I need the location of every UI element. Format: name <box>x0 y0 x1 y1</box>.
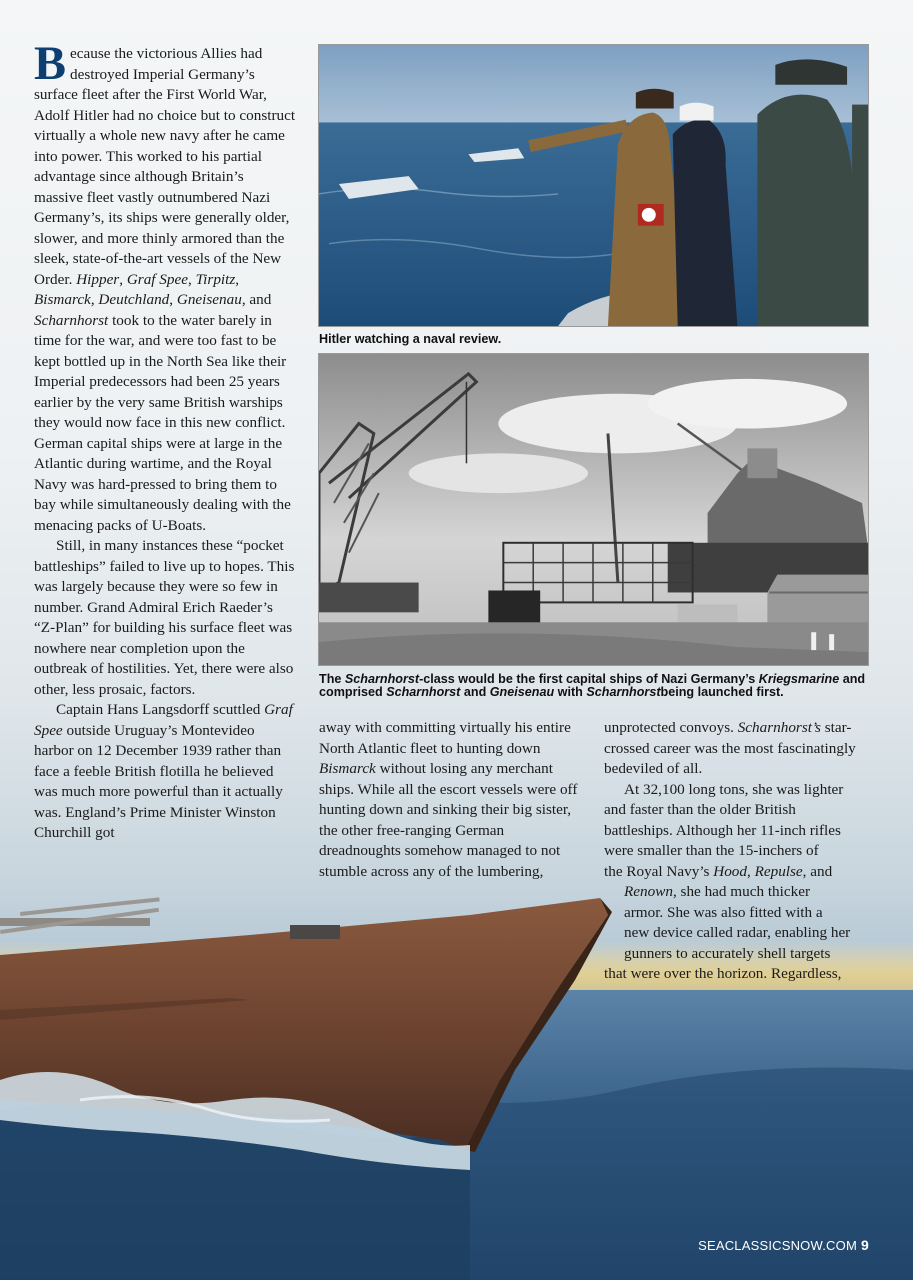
text-line: armor. She was also fitted with a <box>624 903 823 921</box>
caption-ship-name: Gneisenau <box>489 685 555 700</box>
text-line: were smaller than the 15-inchers of <box>604 842 819 859</box>
drop-cap: B <box>34 37 67 90</box>
text-line <box>604 882 872 903</box>
article-column-right <box>604 718 872 985</box>
paragraph-3-start: Captain Hans Langsdorff scuttled <box>56 701 265 718</box>
paragraph-text: unprotected convoys. <box>604 719 738 736</box>
ship-name-hipper: Hipper <box>76 270 120 288</box>
text-fragment: , she had much thicker <box>672 883 811 900</box>
caption-naval-review: Hitler watching a naval review. <box>319 332 502 346</box>
text-fragment: , and <box>802 862 833 880</box>
text-line: and faster than the older British <box>604 801 796 818</box>
text-line: battleships. Although her 11-inch rifles <box>604 821 841 839</box>
ship-name-scharnhorst: Scharnhorst <box>34 311 109 329</box>
paragraph-text: without losing any merchant ships. While all the escort vessels were off hunting down and sinking their big sister, the other free-ranging German dreadnoughts somehow managed to not stumble across any of the lumbering, <box>319 760 578 880</box>
caption-text: being launched first. <box>660 685 784 700</box>
separator: , and <box>241 291 272 308</box>
article-column-middle <box>319 718 587 882</box>
separator: , <box>119 270 127 288</box>
caption-text: The <box>319 672 345 686</box>
paragraph-3 <box>34 700 296 844</box>
ship-name-graf-spee: Graf Spee <box>34 701 293 739</box>
photo-shipyard <box>318 353 869 666</box>
ship-name-tirpitz: Tirpitz <box>195 270 236 288</box>
photo-naval-review <box>318 44 869 327</box>
separator: , <box>235 270 240 288</box>
text-line: that were over the horizon. Regardless, <box>604 965 842 982</box>
ship-name-gneisenau: Gneisenau <box>176 291 242 308</box>
ship-name-bismarck: Bismarck <box>319 760 376 777</box>
paragraph-2: Still, in many instances these “pocket battleships” failed to live up to hopes. This was largely because they were so few in number. Grand Admiral Erich Raeder’s “Z-Plan” for building his surface fleet was nowhere near completion upon the outbreak of hostilities. Yet, there were also other, less prosaic, factors. <box>34 537 295 698</box>
ship-name-bismarck: Bismarck <box>34 291 91 308</box>
caption-navy-name: Kriegsmarine <box>758 672 840 686</box>
paragraph-text: away with committing virtually his entire North Atlantic fleet to hunting down <box>319 719 571 757</box>
caption-ship-name: Scharnhorst <box>586 685 661 700</box>
ship-name-repulse: Repulse <box>754 862 803 880</box>
separator: , <box>187 270 196 288</box>
text-fragment: the Royal Navy’s <box>604 862 714 880</box>
paragraph-1-text: ecause the victorious Allies had destroyed Imperial Germany’s surface fleet after the First World War, Adolf Hitler had no choice but to construct virtually a whole new navy after he came into power. This worked to his partial advantage since although Britain’s massive fleet vastly outnumbered Nazi Germany’s, its ships were generally older, slower, and more thinly armored than the sleek, state-of-the-art vessels of the New Order. <box>34 45 296 288</box>
separator: , <box>90 291 99 308</box>
paragraph-specs <box>604 780 872 985</box>
text-line: gunners to accurately shell targets <box>624 944 831 962</box>
text-line: At 32,100 long tons, she was lighter <box>624 780 844 798</box>
caption-text: and comprised <box>319 672 866 700</box>
page-number: 9 <box>861 1237 869 1253</box>
caption-text: with <box>554 685 587 700</box>
ship-name-hood: Hood <box>713 862 747 880</box>
page-footer <box>698 1237 869 1253</box>
ship-name-scharnhorst: Scharnhorst’s <box>737 719 821 736</box>
ship-name-graf-spee: Graf Spee <box>126 270 188 288</box>
caption-text: and <box>460 685 490 700</box>
separator: , <box>169 291 177 308</box>
caption-text: -class would be the first capital ships of Nazi Germany’s <box>419 672 759 686</box>
site-url: SEACLASSICSNOW.COM <box>698 1238 857 1253</box>
text-line <box>604 862 872 883</box>
paragraph-3-end: outside Uruguay’s Montevideo harbor on 12 December 1939 rather than face a feeble British flotilla he believed was much more powerful than it actually was. England’s Prime Minister Winston Churchill got <box>34 721 283 841</box>
ship-name-deutchland: Deutchland <box>98 291 170 308</box>
caption-ship-name: Scharnhorst <box>386 685 461 700</box>
caption-shipyard <box>319 673 874 700</box>
article-column-left <box>34 37 296 844</box>
paragraph-text: star-crossed career was the most fascinatingly bedeviled of all. <box>604 719 856 777</box>
text-line: new device called radar, enabling her <box>624 924 851 941</box>
caption-ship-name: Scharnhorst <box>344 672 420 686</box>
ship-name-renown: Renown <box>624 883 673 900</box>
paragraph-1-rest: took to the water barely in time for the war, and were too fast to be kept bottled up in the North Sea like their Imperial predecessors had been 25 years earlier by the very same British warships they would now face in this new conflict. German capital ships were at large in the Atlantic during wartime, and the Royal Navy was hard-pressed to bring them to bay while simultaneously dealing with the menacing packs of U-Boats. <box>34 311 291 534</box>
separator: , <box>747 862 755 880</box>
